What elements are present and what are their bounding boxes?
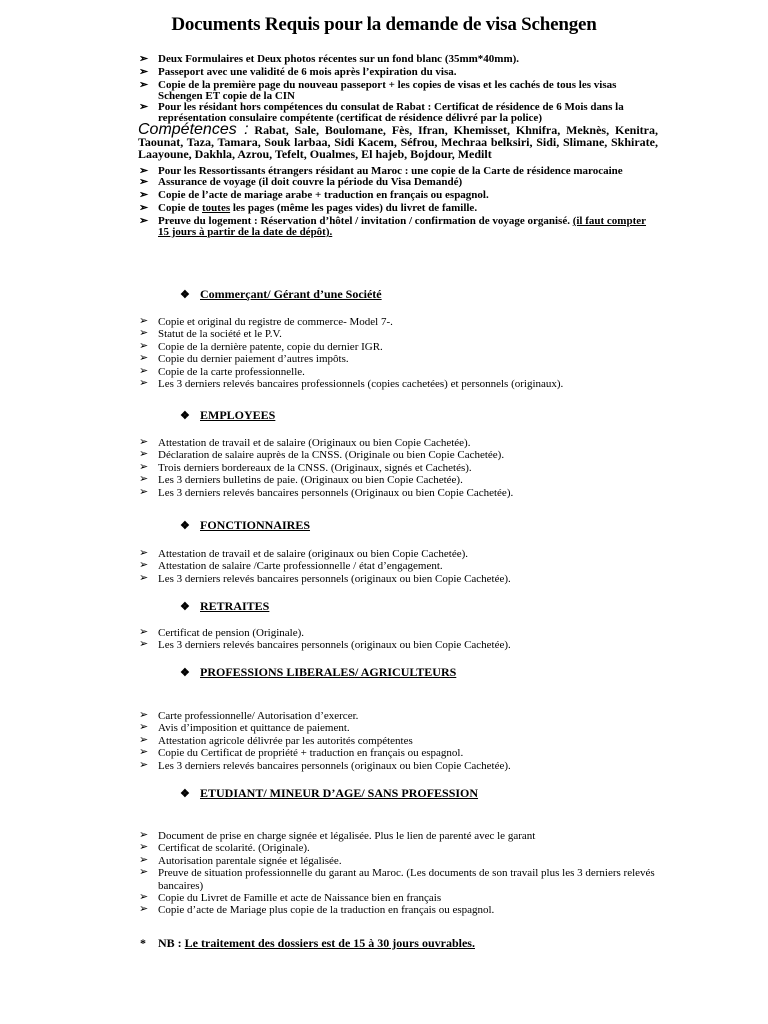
- arrow-bullet-icon: ➢: [139, 709, 149, 721]
- diamond-bullet-icon: ❖: [180, 601, 190, 613]
- list-item: ➢ Certificat de pension (Originale).: [139, 626, 305, 639]
- section-heading-commercant: ❖ Commerçant/ Gérant d’une Société: [180, 287, 382, 301]
- list-item: ➢ Les 3 derniers relevés bancaires personnels (originaux ou bien Copie Cachetée).: [139, 758, 511, 772]
- list-item: ➢ Copie du dernier paiement d’autres impôts.: [139, 352, 349, 366]
- arrow-bullet-icon: ➢: [139, 101, 149, 113]
- emphasis-text: (il faut compter 15 jours à partir de la date de dépôt).: [158, 215, 647, 238]
- list-item: ➢ Déclaration de salaire auprès de la CNSS. (Originale ou bien Copie Cachetée).: [139, 448, 505, 462]
- arrow-bullet-icon: ➢: [139, 853, 149, 866]
- list-item: ➢ Trois derniers bordereaux de la CNSS. (Originaux, signés et Cachetés).: [139, 460, 472, 474]
- processing-time-note: [140, 936, 475, 951]
- arrow-bullet-icon: ➢: [139, 758, 149, 771]
- section-etudiant: [138, 830, 668, 917]
- list-item: ➢ Preuve de situation professionnelle du garant au Maroc. (Les documents de son travail plus les 3 derniers relevés bancaires): [139, 866, 655, 892]
- general-list: [138, 166, 658, 238]
- arrow-bullet-icon: ➢: [139, 746, 149, 759]
- competences-paragraph: [138, 121, 658, 161]
- list-item: ➢ Copie de la première page du nouveau passeport + les copies de visas et les cachés de tous les visas Schengen ET copie de la CIN: [139, 79, 617, 102]
- arrow-bullet-icon: ➢: [139, 547, 149, 559]
- arrow-bullet-icon: ➢: [139, 448, 149, 461]
- arrow-bullet-icon: ➢: [139, 638, 149, 651]
- list-item: ➢ Passeport avec une validité de 6 mois après l’expiration du visa.: [139, 66, 457, 78]
- arrow-bullet-icon: ➢: [139, 364, 149, 377]
- list-item: ➢ Preuve du logement : Réservation d’hôtel / invitation / confirmation de voyage organisé. (il faut compter 15 jours à partir de la date de dépôt).: [139, 215, 647, 238]
- arrow-bullet-icon: ➢: [139, 327, 149, 340]
- intro-list: [138, 54, 658, 124]
- arrow-bullet-icon: ➢: [139, 473, 149, 486]
- list-item: ➢ Pour les Ressortissants étrangers résidant au Maroc : une copie de la Carte de résidence marocaine: [139, 165, 623, 177]
- list-item: ➢ Attestation de travail et de salaire (originaux ou bien Copie Cachetée).: [139, 547, 469, 560]
- arrow-bullet-icon: ➢: [139, 460, 149, 473]
- diamond-bullet-icon: ❖: [180, 788, 190, 800]
- list-item: ➢ Autorisation parentale signée et légalisée.: [139, 853, 342, 867]
- list-item: ➢ Attestation de salaire /Carte professionnelle / état d’engagement.: [139, 559, 443, 573]
- section-heading-fonctionnaires: ❖ FONCTIONNAIRES: [180, 518, 311, 532]
- competences-label: Compétences :: [138, 121, 249, 138]
- arrow-bullet-icon: ➢: [139, 339, 149, 352]
- arrow-bullet-icon: ➢: [139, 377, 149, 390]
- list-item: ➢ Copie de la dernière patente, copie du dernier IGR.: [139, 339, 383, 353]
- list-item: ➢ Attestation agricole délivrée par les autorités compétentes: [139, 733, 413, 747]
- list-item: ➢ Les 3 derniers bulletins de paie. (Originaux ou bien Copie Cachetée).: [139, 473, 463, 487]
- list-item: ➢ Avis d’imposition et quittance de paiement.: [139, 721, 350, 735]
- note-text: Le traitement des dossiers est de 15 à 30 jours ouvrables.: [184, 936, 475, 950]
- section-professions-liberales: [138, 710, 668, 772]
- list-item: ➢ Copie du Certificat de propriété + traduction en français ou espagnol.: [139, 746, 464, 760]
- list-item: ➢ Copie et original du registre de commerce- Model 7-.: [139, 315, 393, 328]
- diamond-bullet-icon: ❖: [180, 410, 190, 422]
- list-item: ➢ Les 3 derniers relevés bancaires professionnels (copies cachetées) et personnels (originaux).: [139, 377, 564, 391]
- arrow-bullet-icon: ➢: [139, 829, 149, 841]
- arrow-bullet-icon: ➢: [139, 176, 149, 188]
- list-item: ➢ Deux Formulaires et Deux photos récentes sur un fond blanc (35mm*40mm).: [139, 53, 520, 65]
- section-commercant: [138, 316, 668, 390]
- arrow-bullet-icon: ➢: [139, 315, 149, 327]
- arrow-bullet-icon: ➢: [139, 436, 149, 448]
- arrow-bullet-icon: ➢: [139, 215, 149, 227]
- arrow-bullet-icon: ➢: [139, 626, 149, 638]
- list-item: ➢ Attestation de travail et de salaire (Originaux ou bien Copie Cachetée).: [139, 436, 471, 449]
- list-item: ➢ Pour les résidant hors compétences du consulat de Rabat : Certificat de résidence de 6 Mois dans la représentation consulaire compétente (certificat de résidence délivré par la police): [139, 101, 624, 124]
- diamond-bullet-icon: ❖: [180, 289, 190, 301]
- page-title: Documents Requis pour la demande de visa Schengen: [171, 14, 597, 35]
- list-item: ➢ Les 3 derniers relevés bancaires personnels (originaux ou bien Copie Cachetée).: [139, 638, 511, 652]
- list-item: ➢ Copie d’acte de Mariage plus copie de la traduction en français ou espagnol.: [139, 903, 495, 917]
- diamond-bullet-icon: ❖: [180, 520, 190, 532]
- arrow-bullet-icon: ➢: [139, 53, 149, 65]
- note-star: *: [140, 936, 146, 950]
- arrow-bullet-icon: ➢: [139, 352, 149, 365]
- competences-cities: Rabat, Sale, Boulomane, Fès, Ifran, Khemisset, Khnifra, Meknès, Kenitra, Taounat, Taza, Tamara, Souk larbaa, Sidi Kacem, Séfrou, Mechraa belksiri, Sidi, Slimane, Skhirate, Laayoune, Dakhla, Azrou, Tefelt, Oualmes, El hajeb, Bojdour, Medilt: [138, 123, 658, 161]
- arrow-bullet-icon: ➢: [139, 733, 149, 746]
- section-retraites: [138, 627, 668, 652]
- arrow-bullet-icon: ➢: [139, 66, 149, 78]
- arrow-bullet-icon: ➢: [139, 189, 149, 201]
- list-item: ➢ Copie de la carte professionnelle.: [139, 364, 305, 378]
- arrow-bullet-icon: ➢: [139, 79, 149, 91]
- section-heading-etudiant: ❖ ETUDIANT/ MINEUR D’AGE/ SANS PROFESSION: [180, 786, 479, 800]
- arrow-bullet-icon: ➢: [139, 891, 149, 904]
- list-item: ➢ Les 3 derniers relevés bancaires personnels (Originaux ou bien Copie Cachetée).: [139, 485, 514, 499]
- list-item: ➢ Copie de l’acte de mariage arabe + traduction en français ou espagnol.: [139, 189, 489, 201]
- section-heading-employees: ❖ EMPLOYEES: [180, 408, 276, 422]
- arrow-bullet-icon: ➢: [139, 165, 149, 177]
- list-item: ➢ Les 3 derniers relevés bancaires personnels (originaux ou bien Copie Cachetée).: [139, 571, 511, 585]
- arrow-bullet-icon: ➢: [139, 202, 149, 214]
- list-item: ➢ Copie du Livret de Famille et acte de Naissance bien en français: [139, 891, 442, 905]
- section-employees: [138, 437, 668, 499]
- arrow-bullet-icon: ➢: [139, 485, 149, 498]
- list-item: ➢ Certificat de scolarité. (Originale).: [139, 841, 310, 855]
- list-item: ➢ Assurance de voyage (il doit couvre la période du Visa Demandé): [139, 176, 463, 188]
- diamond-bullet-icon: ❖: [180, 667, 190, 679]
- arrow-bullet-icon: ➢: [139, 841, 149, 854]
- section-fonctionnaires: [138, 548, 668, 585]
- list-item: ➢ Carte professionnelle/ Autorisation d’exercer.: [139, 709, 359, 722]
- emphasis-text: toutes: [202, 202, 231, 214]
- list-item: ➢ Document de prise en charge signée et légalisée. Plus le lien de parenté avec le garant: [139, 829, 536, 842]
- arrow-bullet-icon: ➢: [139, 866, 149, 879]
- arrow-bullet-icon: ➢: [139, 721, 149, 734]
- arrow-bullet-icon: ➢: [139, 571, 149, 584]
- general-requirements: [138, 54, 658, 238]
- list-item: ➢ Statut de la société et le P.V.: [139, 327, 282, 341]
- section-heading-retraites: ❖ RETRAITES: [180, 599, 270, 613]
- arrow-bullet-icon: ➢: [139, 559, 149, 572]
- section-heading-professions-liberales: ❖ PROFESSIONS LIBERALES/ AGRICULTEURS: [180, 665, 457, 679]
- arrow-bullet-icon: ➢: [139, 903, 149, 916]
- note-label: NB :: [158, 936, 185, 950]
- list-item: ➢ Copie de toutes les pages (même les pages vides) du livret de famille.: [139, 202, 478, 214]
